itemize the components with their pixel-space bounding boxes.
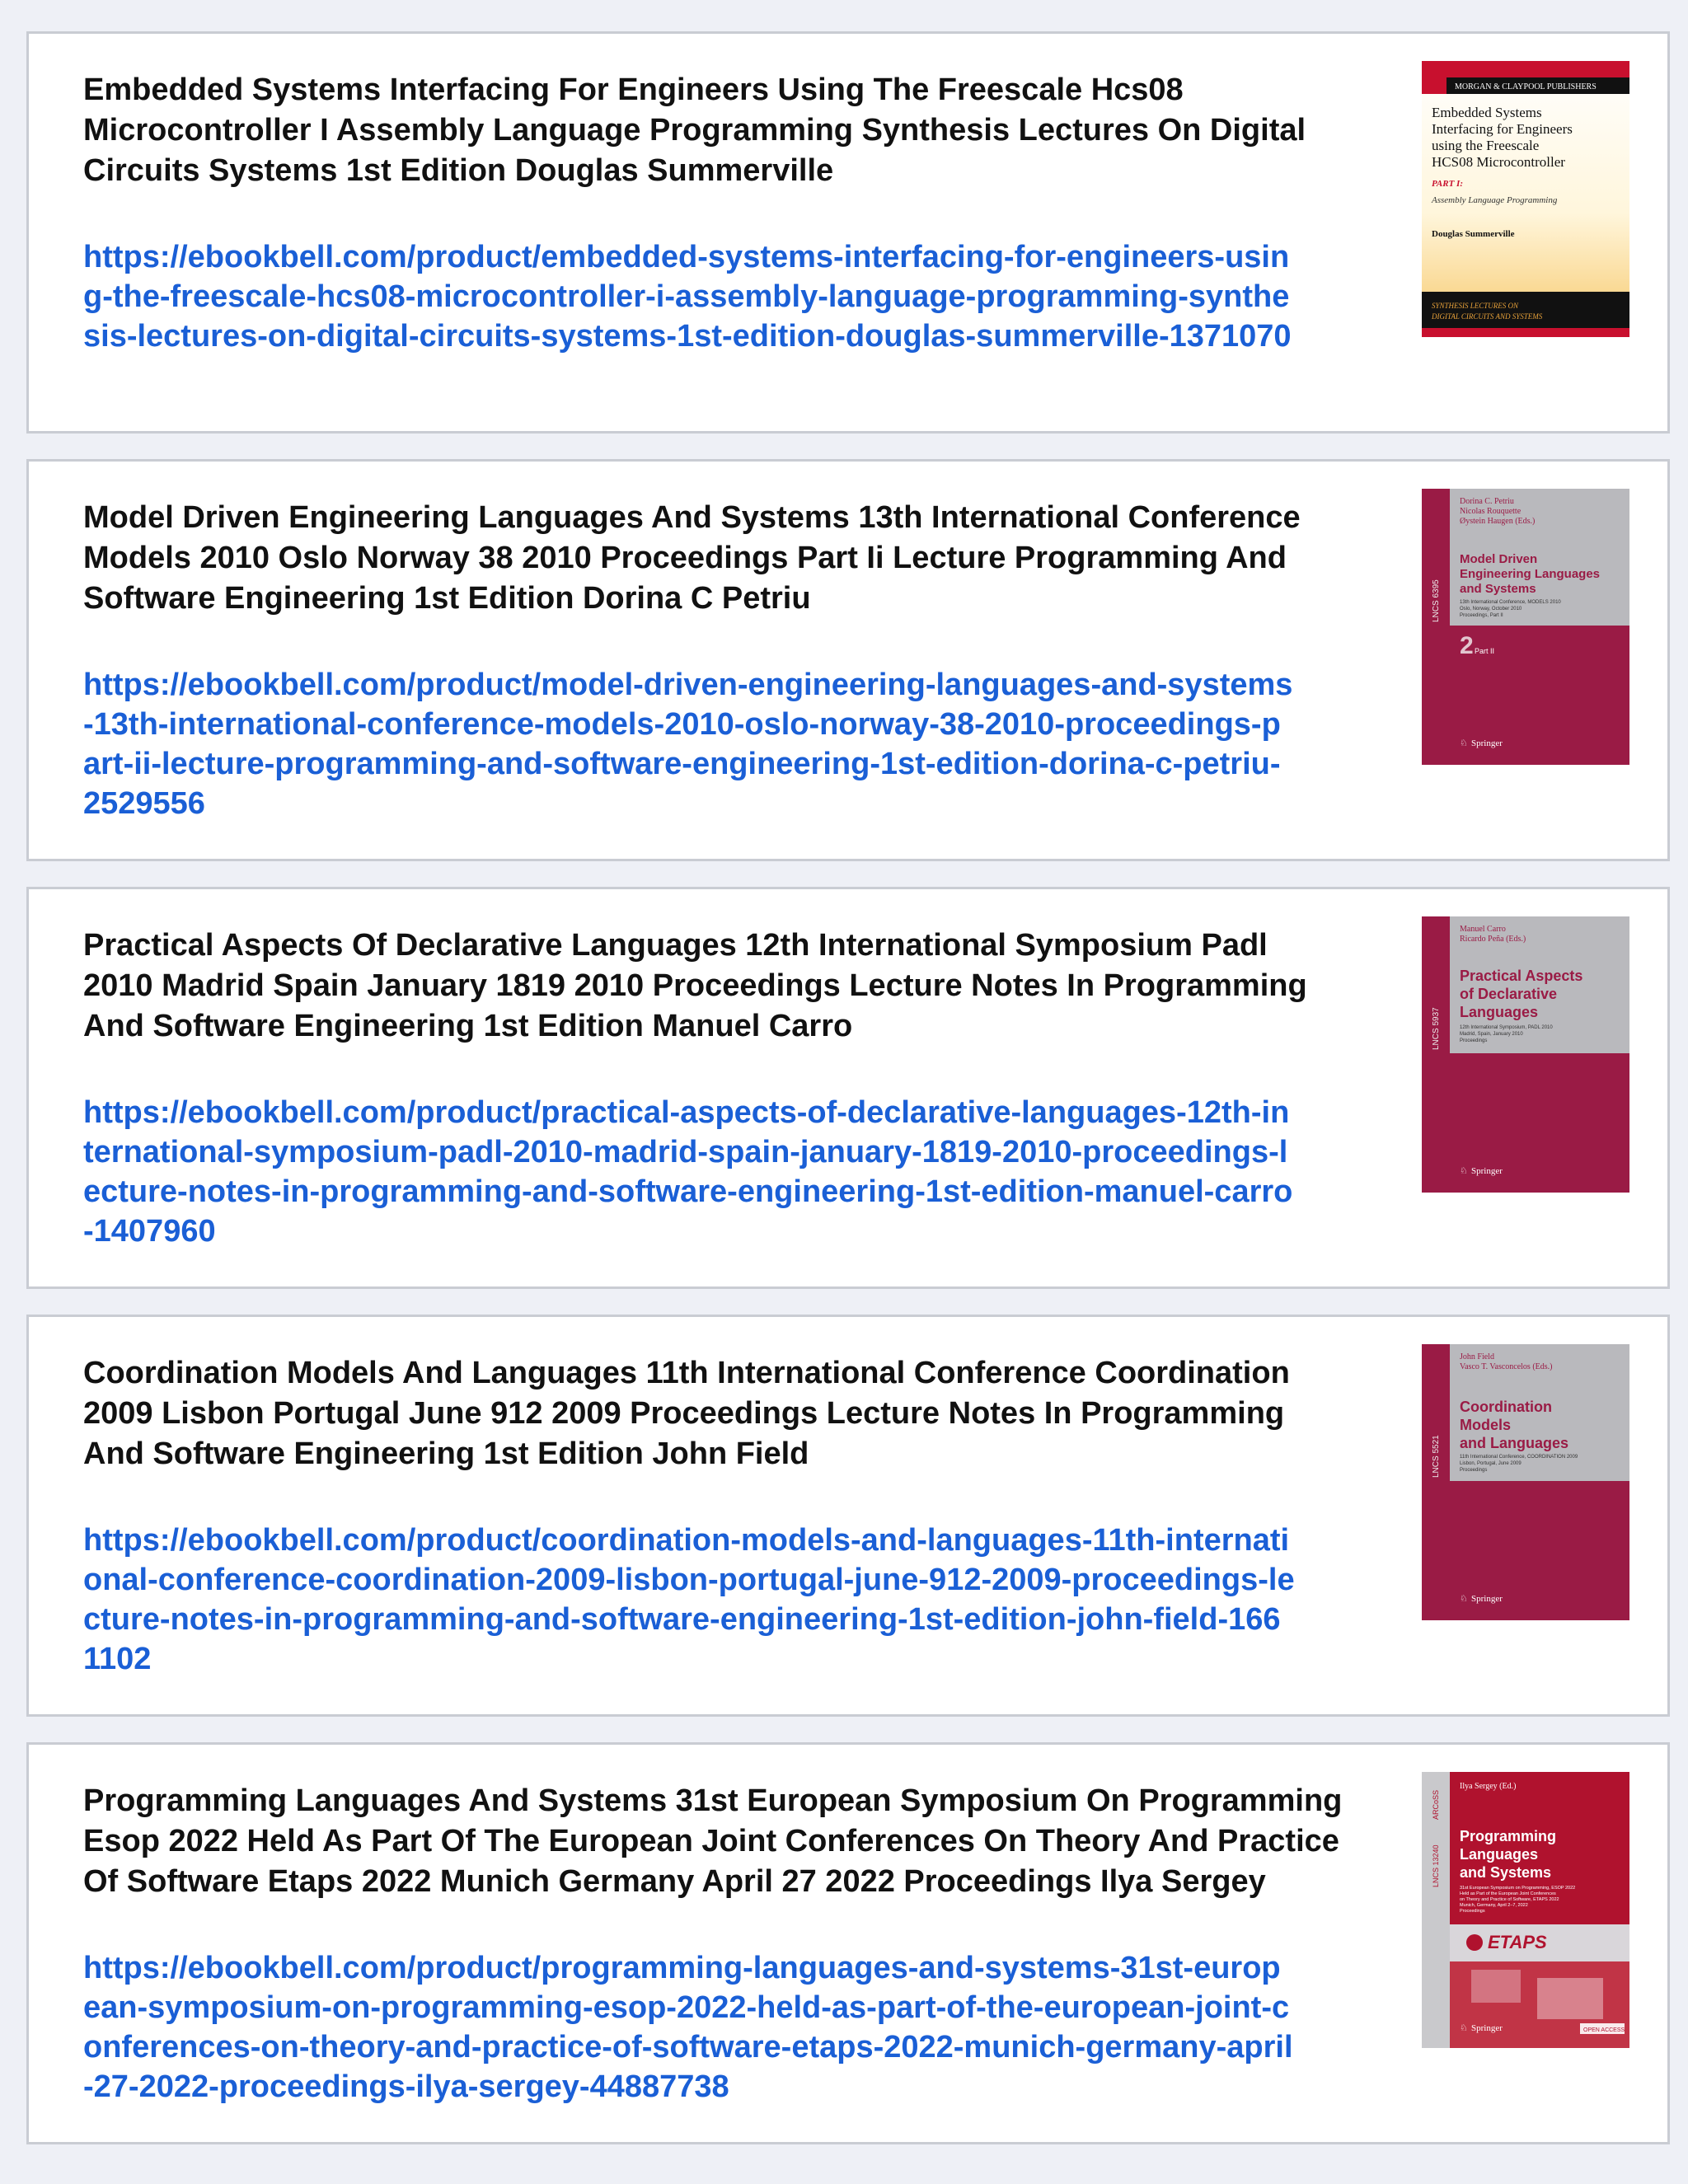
book-cover (1422, 1772, 1629, 2048)
cover-info-line: on Theory and Practice of Software, ETAPS 2022 (1460, 1897, 1559, 1902)
cover-subtitle: Assembly Language Programming (1432, 195, 1558, 205)
book-title: Model Driven Engineering Languages And Systems 13th International Conference Models 2010 Oslo Norway 38 2010 Proceedings Part Ii Lecture Programming And Software Engineering 1st Edition Dorina C Petriu (83, 500, 1301, 616)
cover-title-line: Programming (1460, 1828, 1557, 1844)
cover-title-line: Engineering Languages (1460, 567, 1601, 581)
cover-info-line: 11th International Conference, COORDINATION 2009 (1460, 1455, 1578, 1460)
cover-lncs: LNCS 5521 (1432, 1435, 1441, 1478)
cover-series-line: SYNTHESIS LECTURES ON (1432, 302, 1519, 310)
book-link[interactable]: https://ebookbell.com/product/embedded-systems-interfacing-for-engineers-using-the-freescale-hcs08-microcontroller-i-assembly-language-programming-synthesis-lectures-on-digital-circuits-systems-1st-edition-douglas-summerville-1371070 (83, 240, 1292, 354)
book-link[interactable]: https://ebookbell.com/product/model-driven-engineering-languages-and-systems-13th-international-conference-models-2010-oslo-norway-38-2010-proceedings-part-ii-lecture-programming-and-software-engineering-1st-edition-dorina-c-petriu-2529556 (83, 668, 1293, 821)
cover-editor: Ricardo Peña (Eds.) (1460, 935, 1526, 944)
cover-part-number: 2 (1460, 632, 1474, 659)
cover-info-line: Held as Part of the European Joint Conferences (1460, 1891, 1556, 1896)
cover-info-line: Lisbon, Portugal, June 2009 (1460, 1461, 1522, 1466)
cover-series-line: DIGITAL CIRCUITS AND SYSTEMS (1432, 312, 1543, 321)
book-card (26, 1742, 1670, 2144)
cover-info-line: Proceedings, Part II (1460, 613, 1503, 618)
cover-editor: Dorina C. Petriu (1460, 497, 1514, 506)
book-title: Practical Aspects Of Declarative Languages 12th International Symposium Padl 2010 Madrid Spain January 1819 2010 Proceedings Lecture Notes In Programming And Software Engineering 1st Edition Manuel Carro (83, 928, 1307, 1043)
book-card (26, 887, 1670, 1289)
cover-title-line: and Systems (1460, 582, 1536, 596)
cover-title-line: and Systems (1460, 1864, 1552, 1881)
springer-logo-icon: ♘ (1460, 2023, 1468, 2033)
cover-title-line: Models (1460, 1417, 1512, 1433)
cover-info-line: Proceedings (1460, 1038, 1488, 1043)
cover-editor: Vasco T. Vasconcelos (Eds.) (1460, 1362, 1553, 1371)
cover-title-line: Languages (1460, 1846, 1539, 1863)
springer-logo-icon: ♘ (1460, 1594, 1468, 1604)
publisher-logo-icon (1422, 61, 1447, 94)
book-card (26, 1315, 1670, 1717)
cover-series-tag: ARCoSS (1432, 1789, 1440, 1820)
cover-part: PART I: (1432, 179, 1463, 189)
book-title: Programming Languages And Systems 31st European Symposium On Programming Esop 2022 Held As Part Of The European Joint Conferences On Theory And Practice Of Software Etaps 2022 Munich Germany April 27 2022 Proceedings Ilya Sergey (83, 1783, 1343, 1899)
book-cover (1422, 489, 1629, 765)
cover-title-line: using the Freescale (1432, 138, 1540, 153)
cover-title-line: Model Driven (1460, 552, 1538, 566)
cover-publisher: MORGAN & CLAYPOOL PUBLISHERS (1455, 82, 1597, 91)
cover-publisher: Springer (1471, 1594, 1503, 1604)
cover-publisher: Springer (1471, 1166, 1503, 1176)
cover-title-line: Embedded Systems (1432, 105, 1542, 120)
book-card (26, 459, 1670, 861)
cover-info-line: Proceedings (1460, 1468, 1488, 1473)
cover-info-line: 12th International Symposium, PADL 2010 (1460, 1025, 1553, 1030)
cover-title-line: of Declarative (1460, 986, 1558, 1002)
springer-logo-icon: ♘ (1460, 738, 1468, 748)
open-access-badge: OPEN ACCESS (1583, 2027, 1625, 2033)
cover-lncs: LNCS 13240 (1432, 1844, 1440, 1887)
cover-part: Part II (1475, 647, 1495, 655)
springer-logo-icon: ♘ (1460, 1166, 1468, 1176)
cover-editor: John Field (1460, 1352, 1494, 1361)
cover-title-line: Interfacing for Engineers (1432, 121, 1573, 137)
cover-editor: Manuel Carro (1460, 925, 1506, 934)
cover-logo: ETAPS (1488, 1932, 1547, 1952)
cover-publisher: Springer (1471, 738, 1503, 748)
book-link[interactable]: https://ebookbell.com/product/programming-languages-and-systems-31st-european-symposium-on-programming-esop-2022-held-as-part-of-the-european-joint-conferences-on-theory-and-practice-of-software-etaps-2022-munich-germany-april-27-2022-proceedings-ilya-sergey-44887738 (83, 1951, 1293, 2104)
cover-title-line: and Languages (1460, 1435, 1569, 1451)
etaps-logo-icon (1466, 1934, 1483, 1951)
cover-title-line: Coordination (1460, 1399, 1552, 1415)
book-cover (1422, 61, 1629, 337)
book-title: Embedded Systems Interfacing For Engineers Using The Freescale Hcs08 Microcontroller I Assembly Language Programming Synthesis Lectures On Digital Circuits Systems 1st Edition Douglas Summerville (83, 73, 1306, 188)
cover-editor: Ilya Sergey (Ed.) (1460, 1782, 1517, 1791)
cover-info-line: Proceedings (1460, 1909, 1485, 1914)
book-title: Coordination Models And Languages 11th International Conference Coordination 2009 Lisbon Portugal June 912 2009 Proceedings Lecture Notes In Programming And Software Engineering 1st Edition John Field (83, 1356, 1290, 1471)
book-cover (1422, 1344, 1629, 1620)
cover-lncs: LNCS 6395 (1432, 579, 1441, 622)
cover-title-line: Practical Aspects (1460, 968, 1583, 984)
cover-editor: Øystein Haugen (Eds.) (1460, 517, 1536, 526)
cover-info-line: Madrid, Spain, January 2010 (1460, 1032, 1523, 1037)
cover-title-line: Languages (1460, 1004, 1539, 1020)
book-link[interactable]: https://ebookbell.com/product/coordination-models-and-languages-11th-international-conference-coordination-2009-lisbon-portugal-june-912-2009-proceedings-lecture-notes-in-programming-and-software-engineering-1st-edition-john-field-1661102 (83, 1523, 1295, 1676)
cover-lncs: LNCS 5937 (1432, 1007, 1441, 1050)
cover-author: Douglas Summerville (1432, 229, 1515, 239)
cover-editor: Nicolas Rouquette (1460, 507, 1522, 516)
book-card (26, 31, 1670, 434)
cover-info-line: 31st European Symposium on Programming, ESOP 2022 (1460, 1886, 1576, 1891)
cover-info-line: 13th International Conference, MODELS 2010 (1460, 600, 1561, 605)
book-cover (1422, 916, 1629, 1193)
cover-info-line: Munich, Germany, April 2–7, 2022 (1460, 1903, 1528, 1908)
cover-title-line: HCS08 Microcontroller (1432, 154, 1565, 170)
cover-info-line: Oslo, Norway, October 2010 (1460, 607, 1522, 612)
cover-publisher: Springer (1471, 2023, 1503, 2033)
book-link[interactable]: https://ebookbell.com/product/practical-aspects-of-declarative-languages-12th-international-symposium-padl-2010-madrid-spain-january-1819-2010-proceedings-lecture-notes-in-programming-and-software-engineering-1st-edition-manuel-carro-1407960 (83, 1095, 1293, 1249)
